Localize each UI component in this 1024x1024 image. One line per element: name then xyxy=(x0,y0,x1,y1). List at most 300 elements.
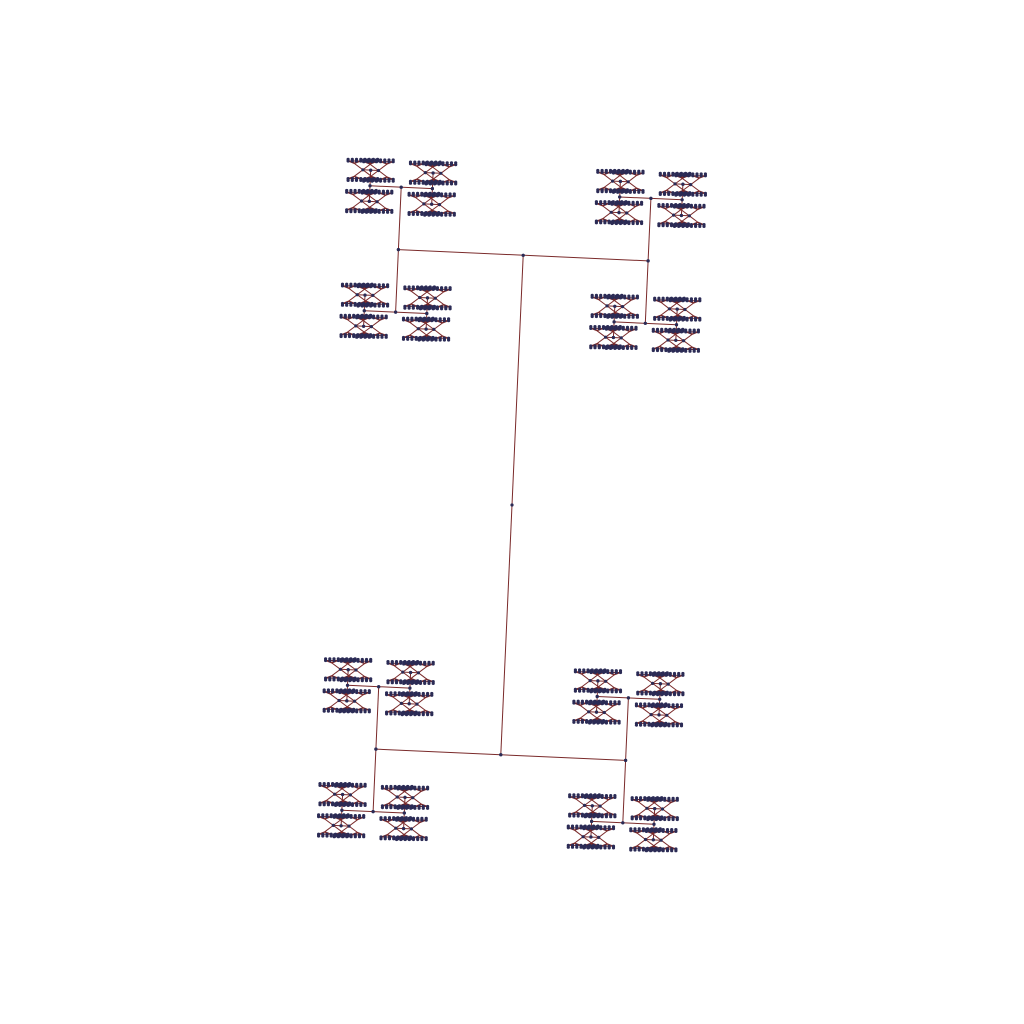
leaf-node xyxy=(345,835,348,838)
leaf-node xyxy=(670,828,673,831)
leaf-node xyxy=(673,182,676,185)
leaf-node xyxy=(387,158,390,161)
tree-node xyxy=(613,305,616,308)
leaf-node xyxy=(613,347,616,350)
leaf-node xyxy=(582,835,585,838)
leaf-node xyxy=(432,214,435,217)
leaf-node xyxy=(327,803,330,806)
leaf-node xyxy=(633,170,636,173)
leaf-node xyxy=(667,818,670,821)
leaf-node xyxy=(345,210,348,213)
leaf-node xyxy=(618,721,621,724)
leaf-node xyxy=(403,285,406,288)
leaf-node xyxy=(689,183,692,186)
leaf-node xyxy=(342,710,345,713)
leaf-node xyxy=(425,182,428,185)
leaf-node xyxy=(364,804,367,807)
leaf-node xyxy=(591,846,594,849)
leaf-node xyxy=(415,703,418,706)
leaf-node xyxy=(424,171,427,174)
leaf-node xyxy=(383,158,386,161)
leaf-node xyxy=(635,796,638,799)
tree-node xyxy=(408,702,411,705)
leaf-node xyxy=(352,679,355,682)
leaf-node xyxy=(337,657,340,660)
leaf-node xyxy=(439,317,442,320)
leaf-node xyxy=(657,828,660,831)
tree-node xyxy=(347,668,350,671)
leaf-node xyxy=(697,329,700,332)
leaf-node xyxy=(626,326,629,329)
leaf-node xyxy=(378,304,381,307)
leaf-node xyxy=(669,297,672,300)
leaf-node xyxy=(568,814,571,817)
leaf-node xyxy=(612,191,615,194)
leaf-node xyxy=(385,806,388,809)
leaf-node xyxy=(423,661,426,664)
leaf-node xyxy=(337,699,340,702)
leaf-node xyxy=(418,338,421,341)
leaf-node xyxy=(673,225,676,228)
leaf-node xyxy=(567,825,570,828)
leaf-node xyxy=(663,703,666,706)
leaf-node xyxy=(420,213,423,216)
leaf-node xyxy=(584,815,587,818)
leaf-node xyxy=(387,180,390,183)
leaf-node xyxy=(673,318,676,321)
leaf-node xyxy=(423,286,426,289)
node-layer xyxy=(317,158,707,853)
leaf-node xyxy=(568,793,571,796)
leaf-node xyxy=(634,347,637,350)
leaf-node xyxy=(368,710,371,713)
leaf-node xyxy=(662,224,665,227)
leaf-node xyxy=(660,328,663,331)
tree-node xyxy=(431,187,434,190)
leaf-node xyxy=(378,211,381,214)
leaf-node xyxy=(672,724,675,727)
leaf-node xyxy=(625,211,628,214)
leaf-node xyxy=(392,180,395,183)
leaf-node xyxy=(677,297,680,300)
leaf-node xyxy=(659,724,662,727)
leaf-node xyxy=(601,190,604,193)
leaf-node xyxy=(332,824,335,827)
leaf-node xyxy=(359,315,362,318)
leaf-node xyxy=(333,793,336,796)
leaf-node xyxy=(671,193,674,196)
leaf-node xyxy=(317,813,320,816)
leaf-node xyxy=(355,783,358,786)
leaf-node xyxy=(325,834,328,837)
leaf-node xyxy=(386,283,389,286)
leaf-node xyxy=(389,785,392,788)
leaf-node xyxy=(691,194,694,197)
tree-node xyxy=(403,796,406,799)
leaf-node xyxy=(344,658,347,661)
leaf-node xyxy=(382,190,385,193)
leaf-node xyxy=(643,817,646,820)
leaf-node xyxy=(420,838,423,841)
leaf-node xyxy=(601,794,604,797)
leaf-node xyxy=(418,296,421,299)
leaf-node xyxy=(582,668,585,671)
leaf-node xyxy=(619,690,622,693)
leaf-node xyxy=(369,658,372,661)
leaf-node xyxy=(430,713,433,716)
leaf-node xyxy=(426,713,429,716)
leaf-node xyxy=(636,671,639,674)
leaf-node xyxy=(677,672,680,675)
leaf-node xyxy=(412,192,415,195)
leaf-node xyxy=(627,180,630,183)
tree-node xyxy=(377,685,380,688)
leaf-node xyxy=(620,336,623,339)
leaf-node xyxy=(410,338,413,341)
leaf-node xyxy=(394,712,397,715)
leaf-node xyxy=(601,721,604,724)
leaf-node xyxy=(602,325,605,328)
leaf-node xyxy=(656,672,659,675)
leaf-node xyxy=(611,295,614,298)
leaf-node xyxy=(588,721,591,724)
leaf-node xyxy=(645,849,648,852)
leaf-node xyxy=(388,837,391,840)
leaf-node xyxy=(667,797,670,800)
leaf-node xyxy=(434,338,437,341)
leaf-node xyxy=(605,794,608,797)
tree-node xyxy=(510,503,513,506)
leaf-node xyxy=(318,782,321,785)
leaf-node xyxy=(447,338,450,341)
tree-node xyxy=(644,322,647,325)
leaf-node xyxy=(334,783,337,786)
leaf-node xyxy=(636,316,639,319)
leaf-node xyxy=(604,680,607,683)
leaf-node xyxy=(347,689,350,692)
leaf-node xyxy=(611,316,614,319)
leaf-node xyxy=(333,835,336,838)
leaf-node xyxy=(592,794,595,797)
tree-node xyxy=(363,294,366,297)
leaf-node xyxy=(396,795,399,798)
leaf-node xyxy=(659,193,662,196)
leaf-node xyxy=(403,307,406,310)
leaf-node xyxy=(359,158,362,161)
leaf-node xyxy=(430,317,433,320)
leaf-node xyxy=(416,213,419,216)
leaf-node xyxy=(427,286,430,289)
leaf-node xyxy=(616,191,619,194)
leaf-node xyxy=(416,192,419,195)
leaf-node xyxy=(432,682,435,685)
leaf-node xyxy=(642,848,645,851)
leaf-node xyxy=(399,660,402,663)
tree-node xyxy=(372,810,375,813)
leaf-node xyxy=(639,817,642,820)
leaf-node xyxy=(588,700,591,703)
leaf-node xyxy=(632,222,635,225)
leaf-node xyxy=(615,295,618,298)
leaf-node xyxy=(631,817,634,820)
leaf-node xyxy=(419,307,422,310)
leaf-node xyxy=(354,189,357,192)
leaf-node xyxy=(650,724,653,727)
leaf-node xyxy=(392,158,395,161)
leaf-node xyxy=(434,317,437,320)
leaf-node xyxy=(358,814,361,817)
leaf-node xyxy=(601,700,604,703)
leaf-node xyxy=(379,158,382,161)
leaf-node xyxy=(656,349,659,352)
leaf-node xyxy=(595,846,598,849)
leaf-node xyxy=(386,660,389,663)
leaf-node xyxy=(340,314,343,317)
leaf-node xyxy=(401,713,404,716)
leaf-node xyxy=(412,213,415,216)
leaf-node xyxy=(427,307,430,310)
leaf-node xyxy=(418,317,421,320)
leaf-node xyxy=(686,225,689,228)
leaf-node xyxy=(411,796,414,799)
leaf-node xyxy=(676,818,679,821)
leaf-node xyxy=(413,161,416,164)
leaf-node xyxy=(649,692,652,695)
leaf-node xyxy=(341,835,344,838)
leaf-node xyxy=(594,669,597,672)
leaf-node xyxy=(418,692,421,695)
leaf-node xyxy=(330,834,333,837)
leaf-node xyxy=(688,329,691,332)
leaf-node xyxy=(341,304,344,307)
leaf-node xyxy=(382,283,385,286)
leaf-node xyxy=(344,335,347,338)
leaf-node xyxy=(579,846,582,849)
leaf-node xyxy=(371,180,374,183)
leaf-node xyxy=(690,297,693,300)
leaf-node xyxy=(606,295,609,298)
tree-node xyxy=(402,827,405,830)
leaf-node xyxy=(450,161,453,164)
leaf-node xyxy=(681,318,684,321)
leaf-node xyxy=(383,180,386,183)
leaf-node xyxy=(572,700,575,703)
leaf-node xyxy=(345,304,348,307)
leaf-node xyxy=(434,297,437,300)
leaf-node xyxy=(584,794,587,797)
tree-node xyxy=(621,821,624,824)
leaf-node xyxy=(672,214,675,217)
leaf-node xyxy=(439,172,442,175)
leaf-node xyxy=(666,318,669,321)
leaf-node xyxy=(681,297,684,300)
tree-node xyxy=(624,759,627,762)
leaf-node xyxy=(651,682,654,685)
leaf-node xyxy=(639,796,642,799)
leaf-node xyxy=(415,317,418,320)
leaf-node xyxy=(637,191,640,194)
leaf-node xyxy=(641,191,644,194)
leaf-node xyxy=(676,350,679,353)
leaf-node xyxy=(581,721,584,724)
leaf-node xyxy=(627,222,630,225)
leaf-node xyxy=(605,700,608,703)
leaf-node xyxy=(610,201,613,204)
leaf-node xyxy=(422,807,425,810)
leaf-node xyxy=(660,349,663,352)
leaf-node xyxy=(608,825,611,828)
leaf-node xyxy=(582,690,585,693)
leaf-node xyxy=(361,658,364,661)
leaf-node xyxy=(674,172,677,175)
leaf-node xyxy=(349,189,352,192)
leaf-node xyxy=(636,222,639,225)
leaf-node xyxy=(412,307,415,310)
leaf-node xyxy=(454,161,457,164)
tree-node xyxy=(368,184,371,187)
leaf-node xyxy=(398,712,401,715)
leaf-node xyxy=(354,814,357,817)
leaf-node xyxy=(446,182,449,185)
leaf-node xyxy=(365,658,368,661)
leaf-node xyxy=(345,283,348,286)
leaf-node xyxy=(629,191,632,194)
tree-node xyxy=(425,328,428,331)
leaf-node xyxy=(618,326,621,329)
leaf-node xyxy=(609,190,612,193)
leaf-node xyxy=(423,682,426,685)
leaf-node xyxy=(349,283,352,286)
tree-node xyxy=(346,684,349,687)
leaf-node xyxy=(666,828,669,831)
leaf-node xyxy=(425,817,428,820)
leaf-node xyxy=(376,336,379,339)
leaf-node xyxy=(389,712,392,715)
leaf-node xyxy=(592,700,595,703)
leaf-node xyxy=(419,682,422,685)
leaf-node xyxy=(684,329,687,332)
leaf-node xyxy=(409,713,412,716)
leaf-node xyxy=(449,192,452,195)
leaf-node xyxy=(595,825,598,828)
tree-node xyxy=(425,312,428,315)
leaf-node xyxy=(592,815,595,818)
leaf-node xyxy=(589,679,592,682)
leaf-node xyxy=(609,794,612,797)
leaf-node xyxy=(335,688,338,691)
leaf-node xyxy=(635,702,638,705)
leaf-node xyxy=(399,838,402,841)
leaf-node xyxy=(596,190,599,193)
leaf-node xyxy=(575,846,578,849)
leaf-node xyxy=(582,825,585,828)
leaf-node xyxy=(605,721,608,724)
tree-node xyxy=(394,311,397,314)
leaf-node xyxy=(605,815,608,818)
leaf-node xyxy=(371,158,374,161)
leaf-node xyxy=(449,307,452,310)
leaf-node xyxy=(361,211,364,214)
leaf-node xyxy=(334,804,337,807)
tree-node xyxy=(612,336,615,339)
leaf-node xyxy=(603,221,606,224)
leaf-node xyxy=(642,827,645,830)
leaf-node xyxy=(385,336,388,339)
tree-node xyxy=(590,820,593,823)
leaf-node xyxy=(694,318,697,321)
leaf-node xyxy=(677,318,680,321)
tree-node xyxy=(400,186,403,189)
leaf-node xyxy=(697,350,700,353)
leaf-node xyxy=(327,688,330,691)
leaf-node xyxy=(589,346,592,349)
leaf-node xyxy=(366,158,369,161)
leaf-node xyxy=(362,158,365,161)
leaf-node xyxy=(427,682,430,685)
leaf-node xyxy=(635,724,638,727)
leaf-node xyxy=(695,194,698,197)
tree-node xyxy=(426,296,429,299)
leaf-node xyxy=(574,668,577,671)
leaf-node xyxy=(355,689,358,692)
leaf-node xyxy=(694,297,697,300)
leaf-node xyxy=(323,803,326,806)
leaf-node xyxy=(405,807,408,810)
leaf-node xyxy=(357,658,360,661)
leaf-node xyxy=(593,325,596,328)
leaf-node xyxy=(386,304,389,307)
leaf-node xyxy=(612,846,615,849)
leaf-node xyxy=(599,846,602,849)
leaf-node xyxy=(422,786,425,789)
leaf-node xyxy=(578,690,581,693)
leaf-node xyxy=(657,318,660,321)
leaf-node xyxy=(430,338,433,341)
leaf-node xyxy=(680,350,683,353)
leaf-node xyxy=(373,190,376,193)
leaf-node xyxy=(426,807,429,810)
leaf-node xyxy=(650,818,653,821)
leaf-node xyxy=(394,691,397,694)
tree-node xyxy=(369,169,372,172)
leaf-node xyxy=(352,658,355,661)
leaf-node xyxy=(704,194,707,197)
leaf-node xyxy=(609,700,612,703)
leaf-node xyxy=(351,158,354,161)
leaf-node xyxy=(350,835,353,838)
leaf-node xyxy=(410,317,413,320)
leaf-node xyxy=(348,335,351,338)
leaf-node xyxy=(603,846,606,849)
leaf-node xyxy=(667,703,670,706)
leaf-node xyxy=(375,158,378,161)
leaf-node xyxy=(599,294,602,297)
leaf-node xyxy=(616,170,619,173)
leaf-node xyxy=(611,690,614,693)
leaf-node xyxy=(567,846,570,849)
leaf-node xyxy=(643,796,646,799)
leaf-node xyxy=(439,338,442,341)
tree-node xyxy=(658,698,661,701)
leaf-node xyxy=(615,669,618,672)
leaf-node xyxy=(655,797,658,800)
leaf-node xyxy=(361,168,364,171)
leaf-node xyxy=(323,688,326,691)
leaf-node xyxy=(591,294,594,297)
leaf-node xyxy=(594,690,597,693)
leaf-node xyxy=(602,669,605,672)
leaf-node xyxy=(409,807,412,810)
